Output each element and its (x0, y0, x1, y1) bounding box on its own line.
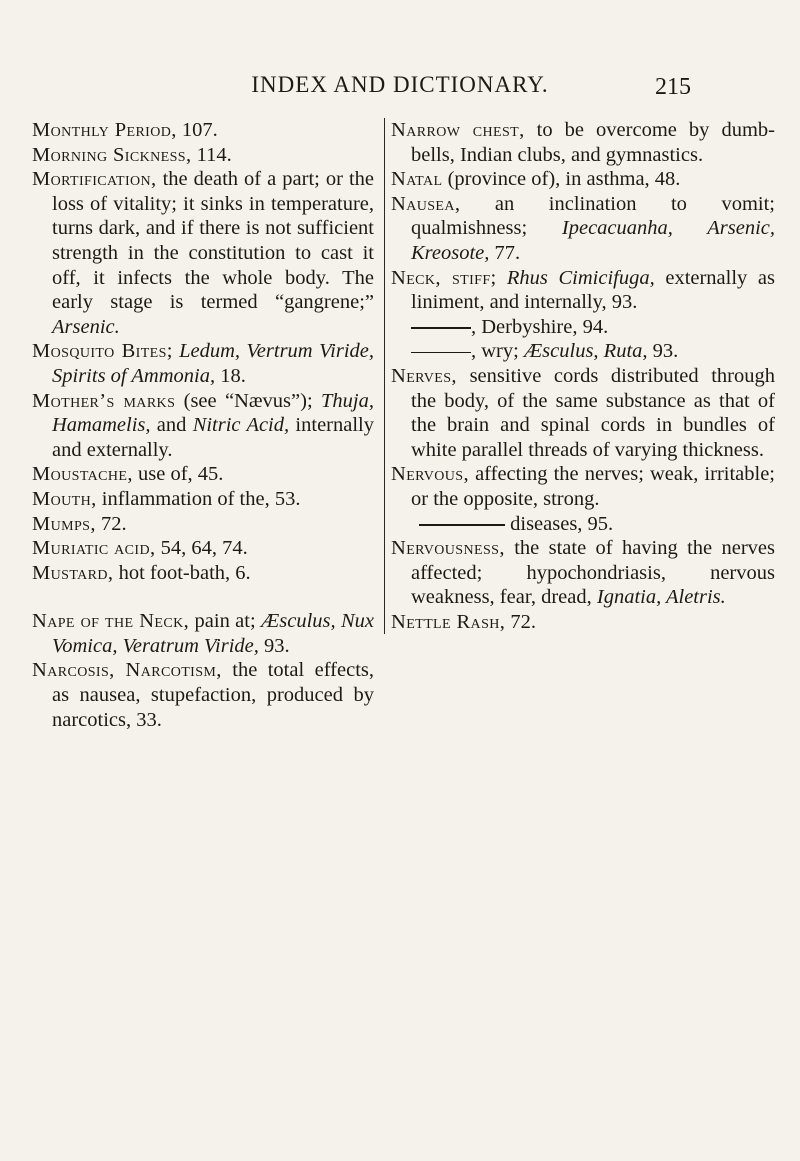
index-entry-nervousness: Nervousness, the state of having the nerves affected; hypochondriasis, nervous weakness, fear, dread, Ignatia, Aletris. (391, 537, 775, 609)
index-entry-mouth: Mouth, inflammation of the, 53. (32, 487, 301, 510)
index-entry-nettle-rash: Nettle Rash, 72. (391, 610, 537, 633)
index-subentry-neck-wry: , wry; Æsculus, Ruta, 93. (391, 339, 775, 364)
running-title: INDEX AND DICTIONARY. (251, 72, 549, 97)
index-entry-mustard: Mustard, hot foot-bath, 6. (32, 561, 251, 584)
index-subentry-nervous-diseases: diseases, 95. (391, 512, 775, 537)
left-column (32, 118, 374, 732)
index-entry-narrow-chest: Narrow chest, to be overcome by dumb-bells, Indian clubs, and gymnastics. (391, 119, 775, 166)
index-entry-nausea: Nausea, an inclination to vomit; qualmishness; Ipecacuanha, Arsenic, Kreosote, 77. (391, 192, 775, 264)
index-entry-neck-stiff: Neck, stiff; Rhus Cimicifuga, externally as liniment, and internally, 93. (391, 266, 775, 314)
ditto-dash (411, 352, 471, 354)
index-subentry-neck-derbyshire: , Derbyshire, 94. (391, 315, 775, 340)
index-entry-moustache: Moustache, use of, 45. (32, 463, 224, 486)
index-entry-morning-sickness: Morning Sickness, 114. (32, 143, 232, 166)
index-entry-mumps: Mumps, 72. (32, 512, 127, 535)
index-entry-monthly-period: Monthly Period, 107. (32, 119, 218, 141)
index-entry-mosquito-bites: Mosquito Bites; Ledum, Vertrum Viride, Spirits of Ammonia, 18. (32, 340, 374, 387)
ditto-dash (419, 524, 505, 526)
index-entry-mothers-marks: Mother’s marks (see “Nævus”); Thuja, Hamamelis, and Nitric Acid, internally and externally. (32, 389, 374, 461)
index-entry-nape-of-the-neck: Nape of the Neck, pain at; Æsculus, Nux Vomica, Veratrum Viride, 93. (32, 610, 375, 657)
index-entry-narcosis: Narcosis, Narcotism, the total effects, as nausea, stupefaction, produced by narcotics, 33. (32, 659, 375, 731)
running-head (0, 72, 800, 112)
index-entry-nerves: Nerves, sensitive cords distributed through the body, of the same substance as that of the brain and spinal cords in bundles of white parallel threads of varying thickness. (391, 364, 775, 461)
index-entry-nervous: Nervous, affecting the nerves; weak, irritable; or the opposite, strong. (391, 463, 775, 510)
index-entry-natal: Natal (province of), in asthma, 48. (391, 168, 681, 191)
page-number: 215 (655, 74, 691, 100)
index-entry-mortification: Mortification, the death of a part; or the loss of vitality; it sinks in temperature, turns dark, and if there is not sufficient strength in the constitution to cast it off, it infects the whole body. The early stage is termed “gangrene;” Arsenic. (32, 168, 374, 338)
ditto-dash (411, 327, 471, 329)
right-column (384, 118, 775, 634)
index-entry-muriatic-acid: Muriatic acid, 54, 64, 74. (32, 537, 248, 560)
